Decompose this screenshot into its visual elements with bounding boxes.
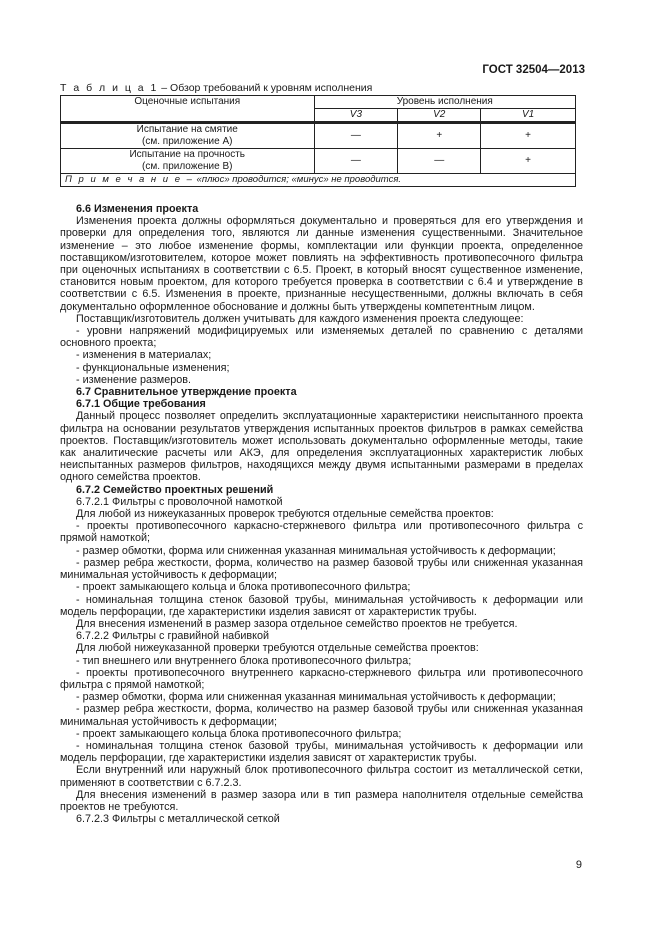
note-text: «плюс» проводится; «минус» не проводится. xyxy=(193,174,402,185)
paragraph: 6.7.2.1 Фильтры с проволочной намоткой xyxy=(76,495,283,508)
standard-code: ГОСТ 32504—2013 xyxy=(482,64,585,76)
paragraph: Для любой из нижеуказанных проверок требуются отдельные семейства проектов: xyxy=(76,508,494,521)
paragraph: Поставщик/изготовитель должен учитывать для каждого изменения проекта следующее: xyxy=(76,312,524,325)
table-caption-title: – Обзор требований к уровням исполнения xyxy=(158,82,373,94)
paragraph: - размер обмотки, форма или сниженная указанная минимальная устойчивость к деформации; xyxy=(76,691,556,704)
paragraph: Для внесения изменений в размер зазора отдельное семейство проектов не требуется. xyxy=(76,617,518,630)
paragraph: - размер обмотки, форма или сниженная указанная минимальная устойчивость к деформации; xyxy=(76,544,556,557)
cell-v1: + xyxy=(481,124,576,149)
row-test-line2: (см. приложение А) xyxy=(142,136,233,147)
paragraph: Для любой нижеуказанной проверки требуются отдельные семейства проектов: xyxy=(76,642,479,655)
section-heading: 6.7 Сравнительное утверждение проекта xyxy=(76,386,297,399)
level-v2: V2 xyxy=(398,109,481,123)
paragraph: - номинальная толщина стенок базовой трубы, минимальная устойчивость к деформации или модель перфорации, где характеристики изделия зависят от характеристик трубы. xyxy=(60,739,583,765)
row-test-name xyxy=(61,149,315,174)
table-caption xyxy=(60,82,372,94)
paragraph: Если внутренний или наружный блок противопесочного фильтра состоит из металлической сетки, применяют в соответствии с 6.7.2.3. xyxy=(60,764,583,789)
paragraph: Изменения проекта должны оформляться документально и проверяться для его утверждения и проверки для определения того, являются ли данные изменения существенными. Значительное изменение – это любое изменение формы, комплектации или функции проекта, определенное поставщиком/изготовителем, которое может повлиять на эффективность противопесочного фильтра при оценочных испытаниях в соответствии с 6.5. Проект, в который вносят существенное изменение, становится новым проектом, для которого требуется проверка в соответствии с 6.4 и утверждение в соответствии с 6.5. Изменения в проекте, признанные несущественными, должны включать в себя документально оформленное обоснование и должны быть утверждены компетентным лицом. xyxy=(60,215,583,313)
cell-v2: + xyxy=(398,124,481,149)
paragraph: - уровни напряжений модифицируемых или изменяемых деталей по сравнению с деталями основного проекта; xyxy=(60,325,583,350)
paragraph: - проекты противопесочного каркасно-стержневого фильтра или противопесочного фильтра с прямой намоткой; xyxy=(60,520,583,545)
row-test-line1: Испытание на прочность xyxy=(129,149,246,160)
paragraph: - функциональные изменения; xyxy=(76,361,230,374)
table-caption-label: Т а б л и ц а 1 xyxy=(60,82,159,94)
level-v3: V3 xyxy=(314,109,398,123)
table-note xyxy=(61,174,576,187)
paragraph: - проекты противопесочного внутреннего каркасно-стержневого фильтра или противопесочного фильтра с прямой намоткой; xyxy=(60,666,583,691)
paragraph: - номинальная толщина стенок базовой трубы, минимальная устойчивость к деформации или модель перфорации, где характеристики изделия зависят от характеристик трубы. xyxy=(60,593,583,618)
paragraph: Для внесения изменений в размер зазора или в тип размера наполнителя отдельные семейства проектов не требуются. xyxy=(60,788,583,813)
row-test-line1: Испытание на смятие xyxy=(136,124,238,135)
paragraph: - размер ребра жесткости, форма, количество на размер базовой трубы или сниженная указанная минимальная устойчивость к деформации; xyxy=(60,703,583,728)
paragraph: - проект замыкающего кольца блока противопесочного фильтра; xyxy=(76,727,402,740)
paragraph: - изменение размеров. xyxy=(76,373,191,386)
level-v1: V1 xyxy=(481,109,576,123)
table-row xyxy=(61,149,576,174)
note-label: П р и м е ч а н и е – xyxy=(65,174,194,185)
paragraph: 6.7.2.3 Фильтры с металлической сеткой xyxy=(76,813,280,826)
header-level: Уровень исполнения xyxy=(314,96,576,109)
table-header-row xyxy=(61,96,576,109)
table-row xyxy=(61,124,576,149)
section-heading: 6.6 Изменения проекта xyxy=(76,203,199,215)
cell-v3: — xyxy=(314,149,398,174)
paragraph: Данный процесс позволяет определить эксплуатационные характеристики неиспытанного проекта фильтра на основании результатов утверждения испытанных проектов фильтров в рамках семейства проектов. Поставщик/изготовитель может использовать документально оформленные методы, такие как аналитические расчеты или АКЭ, для определения эксплуатационных характеристик любых неиспытанных размеров фильтров, находящихся между двумя испытанными размерами в пределах одного семейства проектов. xyxy=(60,410,583,484)
paragraph: - размер ребра жесткости, форма, количество на размер базовой трубы или сниженная указанная минимальная устойчивость к деформации; xyxy=(60,556,583,582)
cell-v1: + xyxy=(481,149,576,174)
paragraph: - изменения в материалах; xyxy=(76,349,212,362)
header-tests: Оценочные испытания xyxy=(61,96,315,123)
paragraph: - тип внешнего или внутреннего блока противопесочного фильтра; xyxy=(76,654,412,667)
section-heading: 6.7.1 Общие требования xyxy=(76,398,206,411)
body-text xyxy=(60,203,583,825)
row-test-line2: (см. приложение В) xyxy=(142,161,233,172)
section-heading: 6.7.2 Семейство проектных решений xyxy=(76,483,274,496)
row-test-name xyxy=(61,124,315,149)
cell-v3: — xyxy=(314,124,398,149)
paragraph: - проект замыкающего кольца и блока противопесочного фильтра; xyxy=(76,581,411,594)
table-note-row xyxy=(61,174,576,187)
cell-v2: — xyxy=(398,149,481,174)
requirements-table xyxy=(60,95,576,187)
page-number: 9 xyxy=(575,859,582,871)
paragraph: 6.7.2.2 Фильтры с гравийной набивкой xyxy=(76,630,269,643)
